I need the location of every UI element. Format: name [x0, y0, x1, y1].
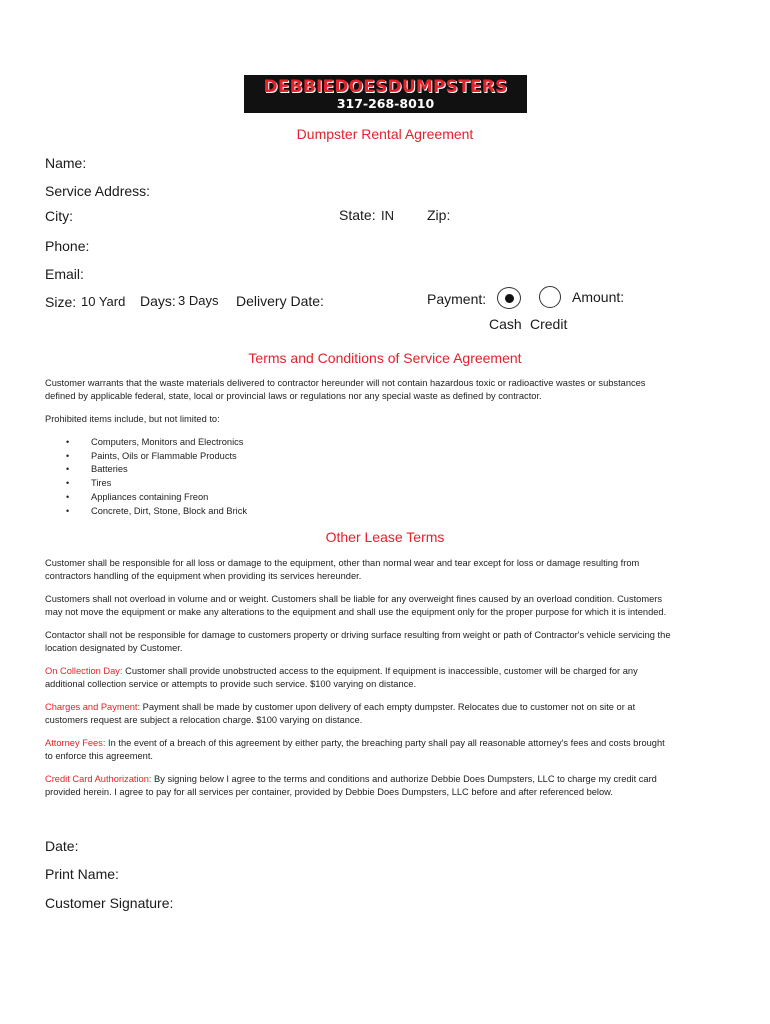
state-value[interactable]: IN [381, 208, 394, 223]
credit-card-authorization-label: Credit Card Authorization: [45, 774, 152, 784]
cash-radio[interactable] [497, 287, 521, 309]
lease-terms-heading: Other Lease Terms [325, 529, 445, 545]
name-label: Name: [45, 155, 87, 171]
amount-label: Amount: [572, 289, 625, 305]
warranty-paragraph: Customer warrants that the waste materials delivered to contractor hereunder will not contain hazardous toxic or radioactive wastes or substances defined by applicable federal, state, local or provincial laws or regulations nor any special waste as defined by contractor. [45, 378, 646, 401]
phone-label: Phone: [45, 238, 90, 254]
terms-heading: Terms and Conditions of Service Agreement [248, 350, 522, 366]
credit-radio[interactable] [539, 286, 561, 308]
print-name-label: Print Name: [45, 866, 119, 882]
document-title: Dumpster Rental Agreement [296, 126, 474, 142]
state-label: State: [339, 207, 376, 223]
size-label: Size: [45, 294, 77, 310]
zip-label: Zip: [427, 207, 451, 223]
prohibited-intro: Prohibited items include, but not limited to: [45, 414, 220, 424]
charges-payment-label: Charges and Payment: [45, 702, 141, 712]
charges-payment-text: Payment shall be made by customer upon delivery of each empty dumpster. Relocates due to customer not on site or at customers request are subject a relocation charge. $100 varying on distance. [45, 702, 636, 725]
credit-option-label: Credit [530, 316, 568, 332]
delivery-date-label: Delivery Date: [236, 293, 324, 309]
lease-paragraph-damage: Contactor shall not be responsible for damage to customers property or driving surface resulting from weight or path of Contractor's vehicle servicing the location designated by Customer. [45, 630, 671, 653]
list-item: • Concrete, Dirt, Stone, Block and Brick [66, 505, 247, 519]
lease-paragraph-collection-day [45, 665, 729, 691]
cash-option-label: Cash [489, 316, 522, 332]
collection-day-text: Customer shall provide unobstructed access to the equipment. If equipment is inaccessible, customer will be charged for any additional collection service or attempts to provide such service. $100 varying on distance. [45, 666, 638, 689]
days-label: Days: [140, 293, 176, 309]
email-label: Email: [45, 266, 84, 282]
radio-selected-dot [505, 294, 514, 303]
days-value[interactable]: 3 Days [178, 293, 219, 308]
list-item: • Batteries [66, 463, 247, 477]
date-label: Date: [45, 838, 79, 854]
list-item: • Computers, Monitors and Electronics [66, 436, 247, 450]
size-value[interactable]: 10 Yard [81, 294, 126, 309]
company-logo [244, 75, 527, 113]
service-address-label: Service Address: [45, 183, 151, 199]
logo-phone-number: 317-268-8010 [336, 95, 435, 111]
lease-paragraph-credit-card [45, 773, 729, 799]
collection-day-label: On Collection Day: [45, 666, 123, 676]
prohibited-items-list [66, 436, 247, 518]
list-item: • Tires [66, 477, 247, 491]
attorney-fees-text: In the event of a breach of this agreement by either party, the breaching party shall pay all reasonable attorney's fees and costs brought to enforce this agreement. [45, 738, 665, 761]
city-label: City: [45, 208, 73, 224]
payment-label: Payment: [427, 291, 487, 307]
logo-company-name: DEBBIEDOESDUMPSTERS [263, 76, 508, 97]
customer-signature-label: Customer Signature: [45, 895, 174, 911]
list-item: • Appliances containing Freon [66, 491, 247, 505]
attorney-fees-label: Attorney Fees: [45, 738, 106, 748]
lease-paragraph-attorney-fees [45, 737, 729, 763]
lease-paragraph-charges [45, 701, 729, 727]
list-item: • Paints, Oils or Flammable Products [66, 450, 247, 464]
lease-paragraph-responsibility: Customer shall be responsible for all loss or damage to the equipment, other than normal wear and tear except for loss or damage resulting from contractors handling of the equipment when providing its services hereunder. [45, 558, 640, 581]
credit-card-authorization-text: By signing below I agree to the terms and conditions and authorize Debbie Does Dumpsters, LLC to charge my credit card provided herein. I agree to pay for all services per container, provided by Debbie Does Dumpsters, LLC before and after referenced below. [45, 774, 657, 797]
lease-paragraph-overload: Customers shall not overload in volume and or weight. Customers shall be liable for any overweight fines caused by an overload condition. Customers may not move the equipment or make any alterations to the equipment and shall use the equipment only for the proper purpose for which it is intended. [45, 594, 667, 617]
